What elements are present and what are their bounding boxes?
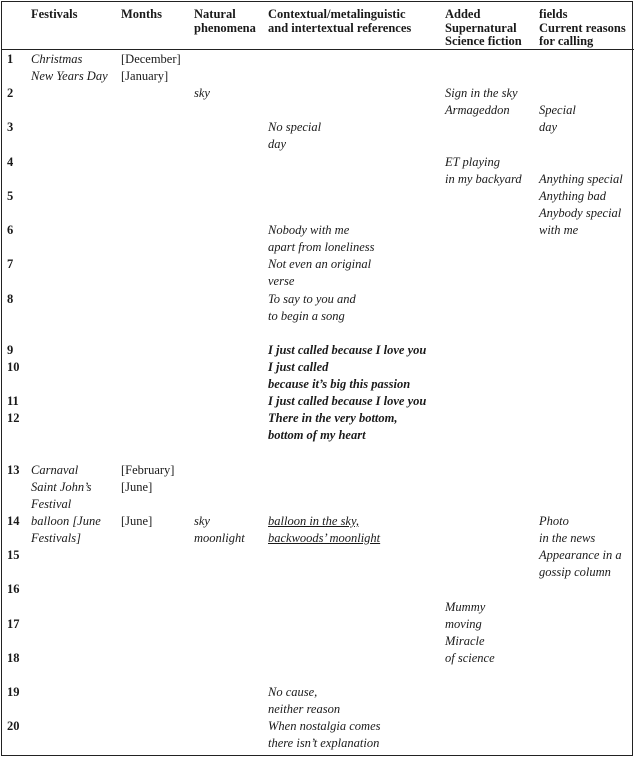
month-cell: [June] [121,514,153,528]
header-rule [1,49,634,50]
contextual-cell: No special day [268,120,322,151]
contextual-cell-underlined: balloon in the sky, backwoods’ moonlight [268,514,381,545]
row-number: 9 [7,343,14,357]
contextual-cell-lyrics: I just called because I love you I just called because it’s big this passion I just called because I love you There in the very bottom, bottom of my heart [268,343,427,442]
row-number: 3 [7,120,14,134]
row-number: 11 [7,394,19,408]
header-months: Months [121,7,162,21]
header-fields: fields Current reasons for calling [539,7,626,48]
row-number: 16 [7,582,20,596]
row-number: 14 [7,514,20,528]
festival-cell: Carnaval Saint John’s Festival [31,463,92,511]
header-natural-phenomena: Natural phenomena [194,7,256,35]
natural-cell: sky moonlight [194,514,245,545]
header-festivals: Festivals [31,7,78,21]
row-number: 17 [7,617,20,631]
row-number: 10 [7,360,20,374]
reason-cell: Special day [539,103,576,134]
row-number: 1 [7,52,14,66]
row-number: 5 [7,189,14,203]
row-number: 7 [7,257,14,271]
festival-cell: balloon [June Festivals] [31,514,101,545]
festival-cell: Christmas New Years Day [31,52,108,83]
added-cell: Mummy moving Miracle of science [445,600,495,665]
row-number: 4 [7,155,14,169]
natural-cell: sky [194,86,210,100]
row-number: 2 [7,86,14,100]
header-contextual: Contextual/metalinguistic and intertextual references [268,7,412,35]
row-number: 13 [7,463,20,477]
row-number: 12 [7,411,20,425]
row-number: 8 [7,292,14,306]
month-cell: [February] [June] [121,463,175,494]
row-number: 20 [7,719,20,733]
contextual-cell: No cause, neither reason When nostalgia comes there isn’t explanation [268,685,381,750]
header-added: Added Supernatural Science fiction [445,7,522,48]
row-number: 18 [7,651,20,665]
contextual-cell: To say to you and to begin a song [268,292,356,323]
row-number: 19 [7,685,20,699]
month-cell: [December] [January] [121,52,181,83]
row-number: 15 [7,548,20,562]
added-cell: Sign in the sky Armageddon [445,86,518,117]
added-cell: ET playing in my backyard [445,155,522,186]
reason-cell: Photo in the news Appearance in a gossip column [539,514,622,579]
row-number: 6 [7,223,14,237]
contextual-cell: Nobody with me apart from loneliness Not even an original verse [268,223,375,288]
reason-cell: Anything special Anything bad Anybody special with me [539,172,623,237]
